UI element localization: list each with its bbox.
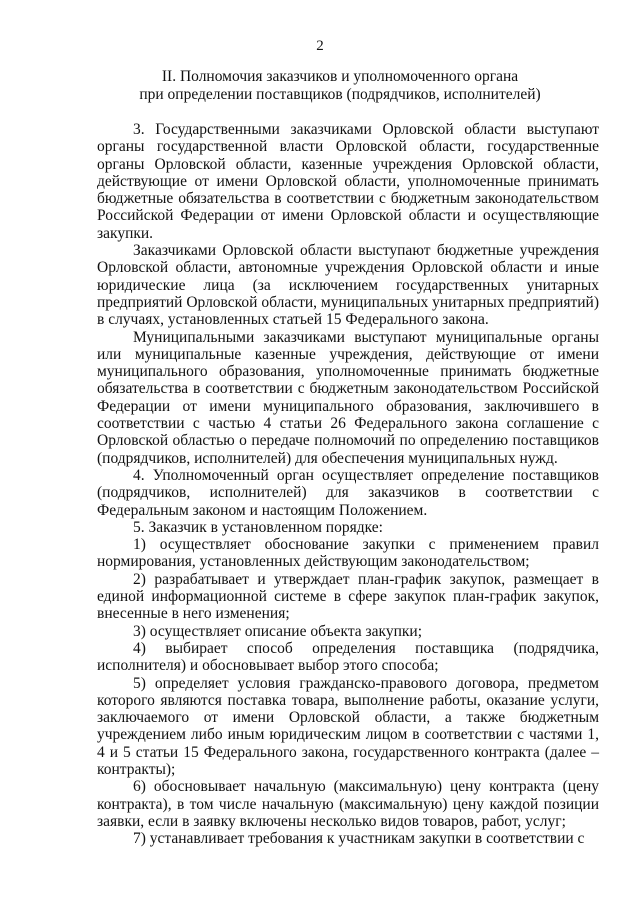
list-item-3: 3) осуществляет описание объекта закупки; (133, 622, 423, 640)
section-title-line-2: при определении поставщиков (подрядчиков, исполнителей) (139, 86, 541, 103)
list-item-7: 7) устанавливает требования к участникам закупки в соответствии с (133, 830, 585, 848)
list-item-1: 1) осуществляет обоснование закупки с применением правил нормирования, установленных действующим законодательством; (97, 536, 599, 571)
paragraph-4-authorized-body: 4. Уполномоченный орган осуществляет определение поставщиков (подрядчиков, исполнителей) для заказчиков в соответствии с Федеральным законом и настоящим Положением. (97, 466, 599, 519)
list-item-6: 6) обосновывает начальную (максимальную) цену контракта (цену контракта), в том числе начальную (максимальную) цену каждой позиции заявки, если в заявку включены несколько видов товаров, работ, услуг; (97, 778, 599, 830)
section-title-line-1: II. Полномочия заказчиков и уполномоченного органа (161, 68, 519, 85)
list-item-4: 4) выбирает способ определения поставщика (подрядчика, исполнителя) и обосновывает выбор этого способа; (97, 639, 599, 675)
section-heading (60, 68, 620, 104)
paragraph-3-state-customers: 3. Государственными заказчиками Орловской области выступают органы государственной власти Орловской области, государственные органы Орловской области, казенные учреждения Орловской области, действующие от имени Орловской области, уполномоченные принимать бюджетные обязательства в соответствии с бюджетным законодательством Российской Федерации от имени Орловской области и осуществляющие закупки. (97, 121, 599, 242)
list-item-5: 5) определяет условия гражданско-правового договора, предметом которого являются поставка товара, выполнение работы, оказание услуги, заключаемого от имени Орловской области, а также бюджетным учреждением либо иным юридическим лицом в соответствии с частями 1, 4 и 5 статьи 15 Федерального закона, государственного контракта (далее – контракты); (97, 674, 599, 778)
paragraph-5-customer-procedure: 5. Заказчик в установленном порядке: (133, 518, 383, 536)
paragraph-municipal-customers: Муниципальными заказчиками выступают муниципальные органы или муниципальные казенные учреждения, действующие от имени муниципального образования, уполномоченные принимать бюджетные обязательства в соответствии с бюджетным законодательством Российской Федерации от имени муниципального образования, заключившего в соответствии с частью 4 статьи 26 Федерального закона соглашение с Орловской областью о передаче полномочий по определению поставщиков (подрядчиков, исполнителей) для обеспечения муниципальных нужд. (97, 328, 599, 467)
page-number: 2 (316, 38, 324, 54)
paragraph-regional-customers: Заказчиками Орловской области выступают бюджетные учреждения Орловской области, автономные учреждения Орловской области и иные юридические лица (за исключением государственных унитарных предприятий Орловской области, муниципальных унитарных предприятий) в случаях, установленных статьей 15 Федерального закона. (97, 242, 599, 329)
list-item-2: 2) разрабатывает и утверждает план-график закупок, размещает в единой информационной системе в сфере закупок план-график закупок, внесенные в него изменения; (97, 570, 599, 623)
document-body (97, 121, 599, 847)
